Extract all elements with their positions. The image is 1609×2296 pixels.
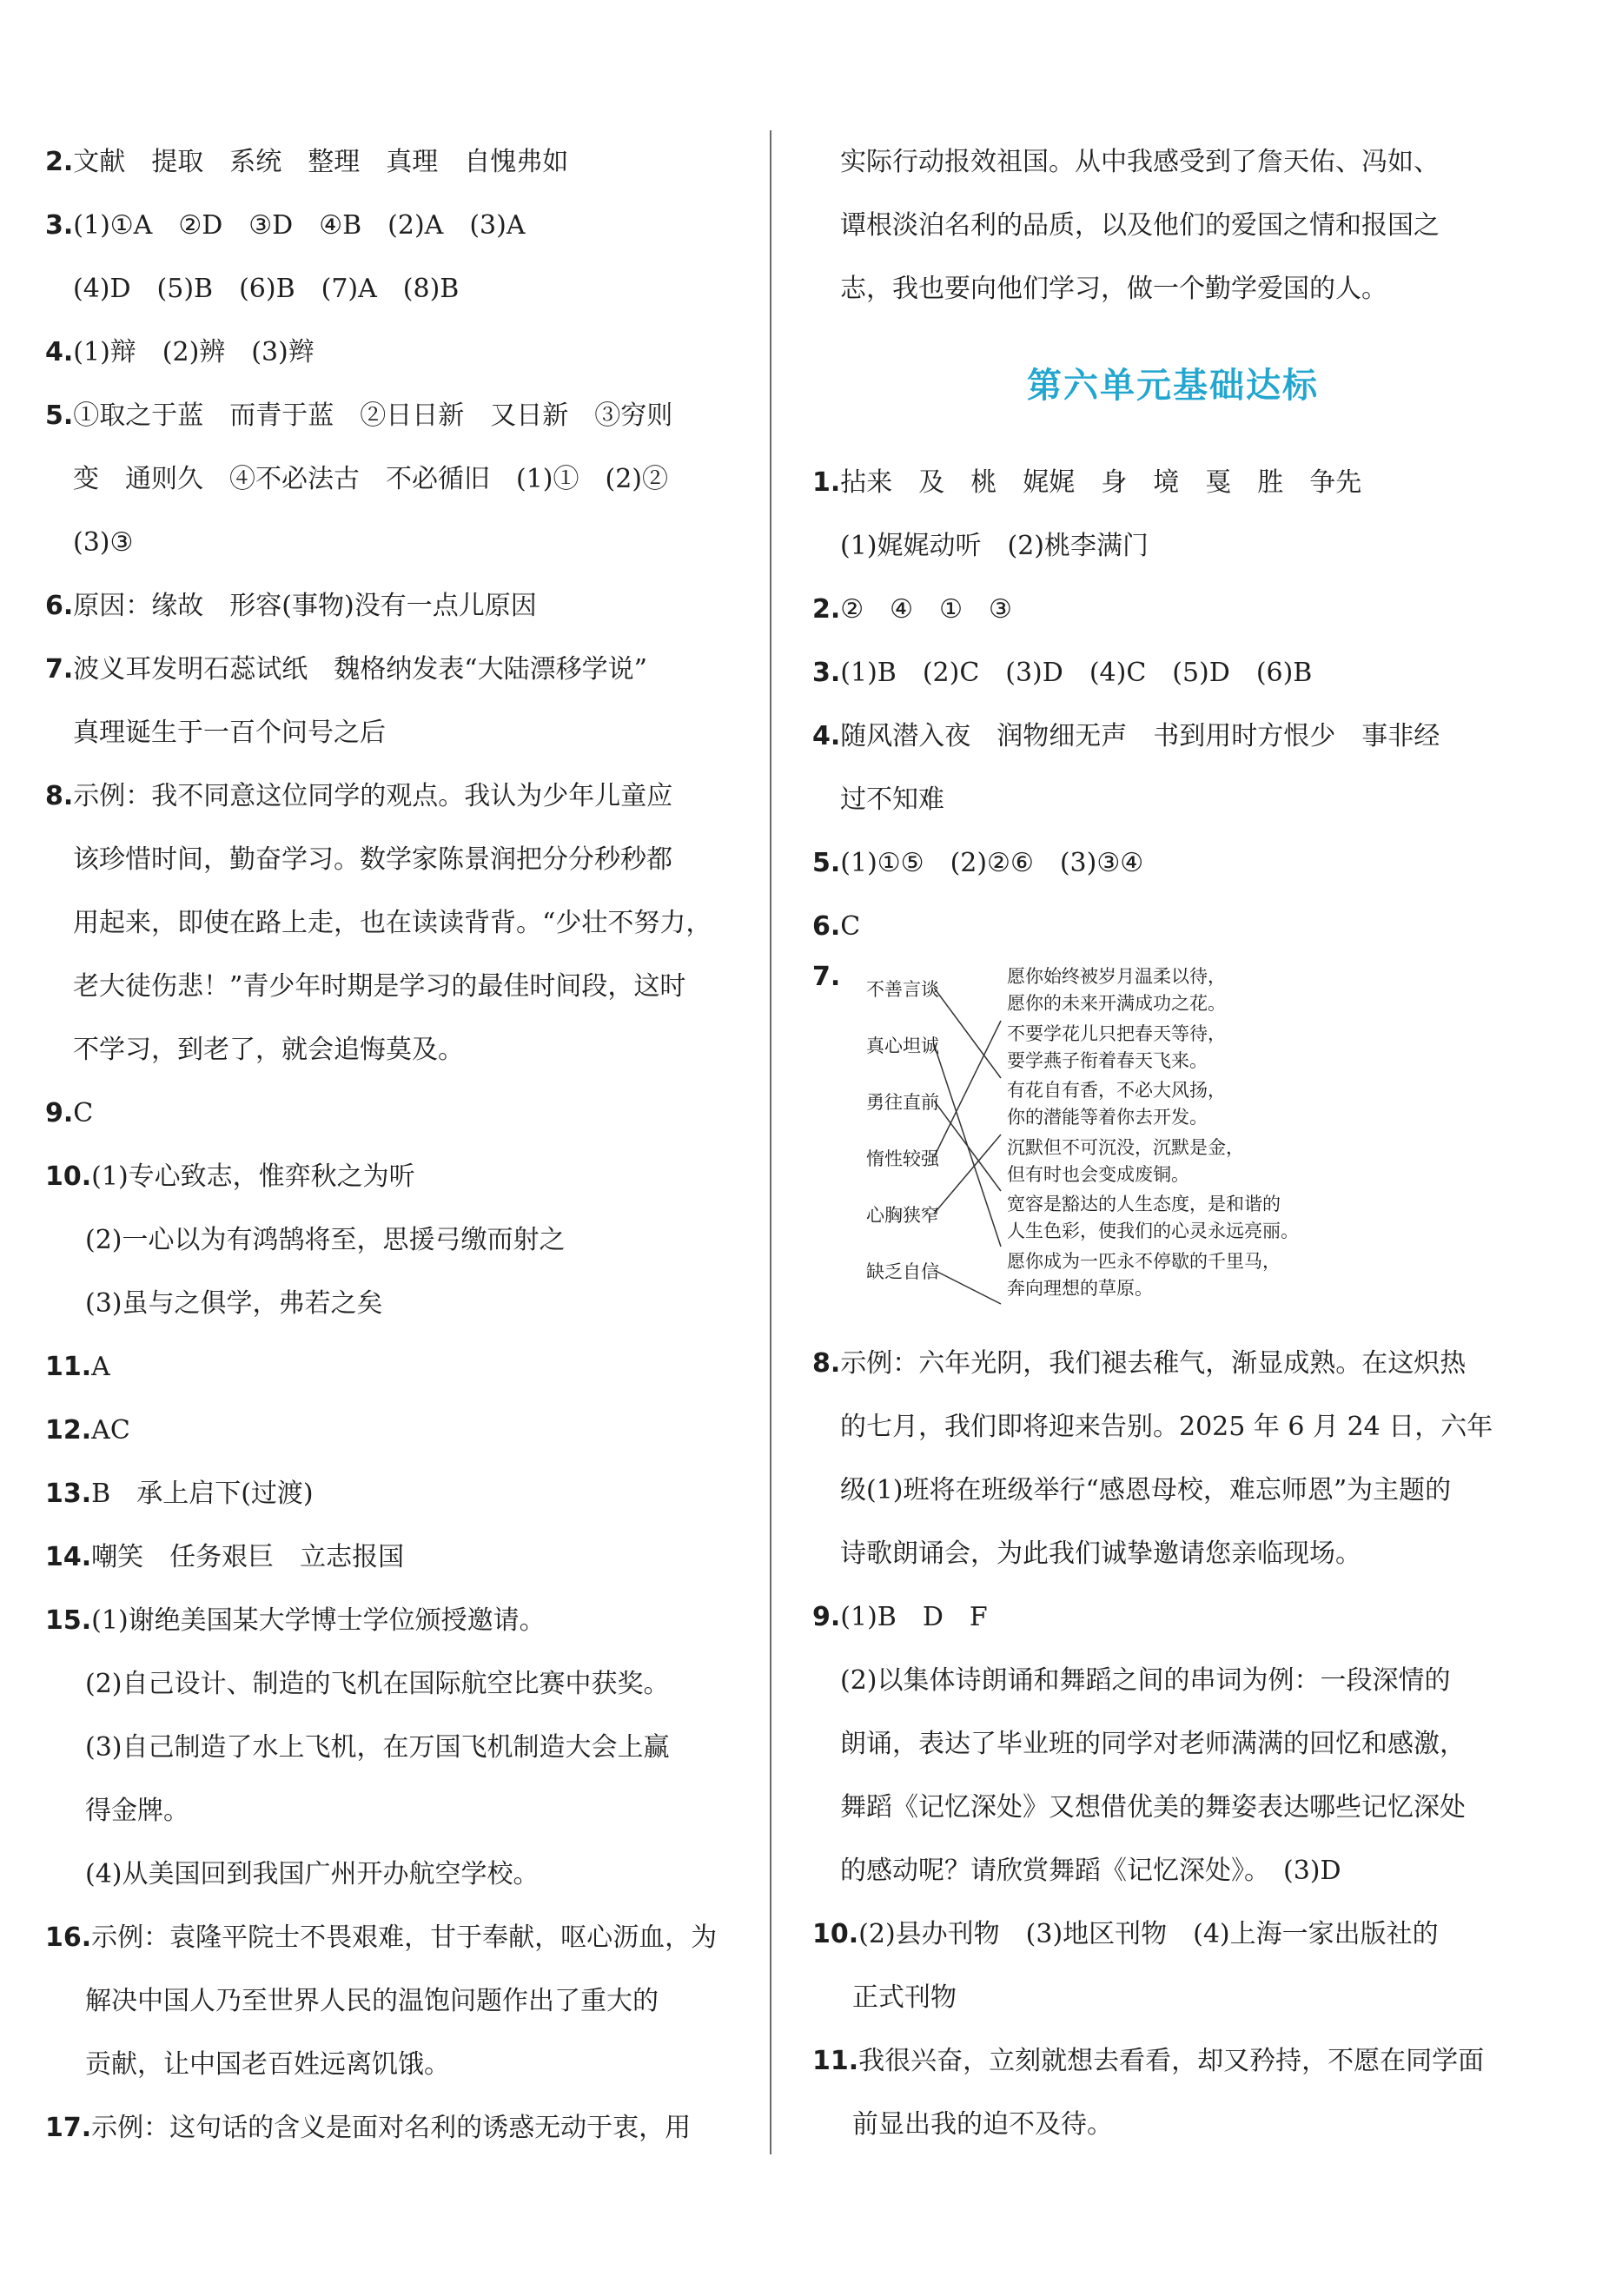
answer-continuation: 朗诵，表达了毕业班的同学对老师满满的回忆和感激， bbox=[840, 1729, 1466, 1759]
answer-text: 原因：缘故 形容(事物)没有一点儿原因 bbox=[73, 591, 537, 621]
answer-line: 志，我也要向他们学习，做一个勤学爱国的人。 bbox=[840, 274, 1387, 304]
answer-continuation: 用起来，即使在路上走，也在读读背背。“少壮不努力， bbox=[73, 908, 712, 938]
question-number: 8. bbox=[812, 1348, 841, 1379]
question-number: 9. bbox=[812, 1602, 841, 1632]
matching-left-label: 勇往直前 bbox=[866, 1092, 939, 1113]
question-number: 7. bbox=[812, 962, 841, 992]
option-line: 沉默但不可沉没，沉默是金， bbox=[1007, 1136, 1244, 1158]
answer-text: (1)①⑤ (2)②⑥ (3)③④ bbox=[840, 848, 1144, 878]
match-line bbox=[934, 1021, 1001, 1157]
question-number: 12. bbox=[45, 1415, 92, 1446]
answer-text: 示例：六年光阴，我们褪去稚气，渐显成熟。在这炽热 bbox=[840, 1348, 1467, 1379]
answer-continuation: (4)从美国回到我国广州开办航空学校。 bbox=[85, 1859, 540, 1889]
question-number: 2. bbox=[45, 147, 74, 177]
answer-continuation: (3)自己制造了水上飞机，在万国飞机制造大会上赢 bbox=[85, 1732, 670, 1763]
question-number: 2. bbox=[812, 594, 841, 625]
answer-line: 实际行动报效祖国。从中我感受到了詹天佑、冯如、 bbox=[840, 147, 1440, 177]
answer-item bbox=[45, 1399, 749, 1462]
option-line: 但有时也会变成废铜。 bbox=[1007, 1163, 1189, 1185]
matching-right-option bbox=[1007, 1135, 1244, 1188]
answer-continuation: 变 通则久 ④不必法古 不必循旧 (1)① (2)② bbox=[73, 464, 668, 494]
question-number: 5. bbox=[45, 400, 74, 431]
answers-block-1 bbox=[812, 451, 1533, 958]
option-line: 人生色彩，使我们的心灵永远亮丽。 bbox=[1007, 1221, 1299, 1241]
question-number: 6. bbox=[45, 591, 74, 621]
answer-item bbox=[45, 1145, 749, 1208]
answer-text: (1)B (2)C (3)D (4)C (5)D (6)B bbox=[840, 658, 1313, 688]
answer-continuation: 该珍惜时间，勤奋学习。数学家陈景润把分分秒秒都 bbox=[73, 844, 672, 875]
match-line bbox=[934, 1270, 1001, 1304]
question-number: 10. bbox=[812, 1919, 859, 1949]
option-line: 要学燕子衔着春天飞来。 bbox=[1007, 1049, 1208, 1071]
option-line: 有花自有香，不必大风扬， bbox=[1007, 1080, 1226, 1101]
matching-exercise bbox=[812, 958, 1327, 1332]
answer-text: 我很兴奋，立刻就想去看看，却又矜持，不愿在同学面 bbox=[858, 2046, 1485, 2076]
answer-text: (1)辩 (2)辨 (3)辫 bbox=[73, 337, 315, 367]
right-column bbox=[812, 130, 1533, 2156]
matching-right-option bbox=[1007, 1191, 1299, 1245]
option-line: 不要学花儿只把春天等待， bbox=[1007, 1022, 1226, 1044]
answer-continuation: (3)虽与之俱学，弗若之矣 bbox=[85, 1288, 383, 1319]
answer-text: 随风潜入夜 润物细无声 书到用时方恨少 事非经 bbox=[840, 721, 1440, 751]
answer-text: 拈来 及 桃 娓娓 身 境 戛 胜 争先 bbox=[840, 467, 1362, 498]
answer-continuation: (4)D (5)B (6)B (7)A (8)B bbox=[73, 274, 460, 304]
answer-text: AC bbox=[91, 1415, 130, 1446]
answer-continuation: 解决中国人乃至世界人民的温饱问题作出了重大的 bbox=[85, 1986, 659, 2016]
matching-right-option bbox=[1007, 1077, 1226, 1131]
answer-text: C bbox=[840, 911, 861, 942]
matching-left-label: 真心坦诚 bbox=[866, 1036, 939, 1056]
option-line: 愿你成为一匹永不停歇的千里马， bbox=[1007, 1250, 1281, 1272]
answer-text: 示例：袁隆平院士不畏艰难，甘于奉献，呕心沥血，为 bbox=[91, 1922, 718, 1953]
answer-item bbox=[45, 638, 749, 701]
matching-right-option bbox=[1007, 1021, 1226, 1075]
answer-item bbox=[45, 2096, 749, 2160]
continued-answer-17 bbox=[812, 130, 1533, 321]
option-line: 奔向理想的草原。 bbox=[1007, 1277, 1153, 1299]
answer-continuation: 老大徒伤悲！”青少年时期是学习的最佳时间段，这时 bbox=[73, 971, 686, 1002]
match-line bbox=[934, 988, 1001, 1078]
left-column bbox=[45, 130, 749, 2160]
answer-text: ② ④ ① ③ bbox=[840, 594, 1012, 625]
answer-text: ①取之于蓝 而青于蓝 ②日日新 又日新 ③穷则 bbox=[73, 400, 673, 431]
answer-item bbox=[812, 1585, 1533, 1649]
answer-item bbox=[812, 2029, 1533, 2093]
answer-continuation: (1)娓娓动听 (2)桃李满门 bbox=[840, 531, 1149, 561]
answer-continuation: 舞蹈《记忆深处》又想借优美的舞姿表达哪些记忆深处 bbox=[840, 1792, 1466, 1823]
answer-text: B 承上启下(过渡) bbox=[91, 1479, 314, 1509]
answer-item bbox=[45, 1589, 749, 1652]
question-number: 11. bbox=[45, 1352, 92, 1382]
question-number: 9. bbox=[45, 1098, 74, 1128]
question-number: 17. bbox=[45, 2113, 92, 2143]
question-number: 15. bbox=[45, 1605, 92, 1636]
option-line: 宽容是豁达的人生态度，是和谐的 bbox=[1007, 1194, 1281, 1214]
answer-item bbox=[45, 130, 749, 194]
answers-block-2 bbox=[812, 1332, 1533, 2156]
answer-continuation: (2)自己设计、制造的飞机在国际航空比赛中获奖。 bbox=[85, 1669, 670, 1699]
question-number: 13. bbox=[45, 1479, 92, 1509]
answer-item bbox=[45, 1462, 749, 1525]
answer-text: 波义耳发明石蕊试纸 魏格纳发表“大陆漂移学说” bbox=[73, 654, 647, 685]
answer-text: 嘲笑 任务艰巨 立志报国 bbox=[91, 1542, 405, 1572]
answer-item bbox=[45, 1525, 749, 1589]
answer-item bbox=[812, 705, 1533, 768]
answer-text: 文献 提取 系统 整理 真理 自愧弗如 bbox=[73, 147, 569, 177]
question-number: 4. bbox=[45, 337, 74, 367]
answer-item bbox=[812, 451, 1533, 514]
answer-continuation: 贡献，让中国老百姓远离饥饿。 bbox=[85, 2049, 450, 2080]
answer-continuation: 不学习，到老了，就会追悔莫及。 bbox=[73, 1035, 464, 1065]
question-number: 11. bbox=[812, 2046, 859, 2076]
question-number: 4. bbox=[812, 721, 841, 751]
answer-continuation: 真理诞生于一百个问号之后 bbox=[73, 718, 386, 748]
matching-right-option bbox=[1007, 1248, 1281, 1302]
option-line: 你的潜能等着你去开发。 bbox=[1007, 1107, 1208, 1128]
option-line: 愿你始终被岁月温柔以待， bbox=[1007, 966, 1226, 987]
question-number: 6. bbox=[812, 911, 841, 942]
answer-text: (1)谢绝美国某大学博士学位颁授邀请。 bbox=[91, 1605, 546, 1636]
answer-line: 谭根淡泊名利的品质，以及他们的爱国之情和报国之 bbox=[840, 210, 1440, 241]
question-number: 3. bbox=[812, 658, 841, 688]
answer-text: A bbox=[91, 1352, 110, 1382]
question-number: 3. bbox=[45, 210, 74, 241]
answer-continuation: 得金牌。 bbox=[85, 1796, 189, 1826]
answer-continuation: 的七月，我们即将迎来告别。2025 年 6 月 24 日，六年 bbox=[840, 1412, 1493, 1442]
answer-text: (1)①A ②D ③D ④B (2)A (3)A bbox=[73, 210, 526, 241]
answer-item bbox=[45, 764, 749, 828]
answer-text: (1)B D F bbox=[840, 1602, 988, 1632]
answer-item bbox=[812, 895, 1533, 958]
answer-item bbox=[812, 1902, 1533, 1966]
answer-text: (1)专心致志，惟弈秋之为听 bbox=[91, 1161, 415, 1192]
answer-text: 示例：这句话的含义是面对名利的诱惑无动于衷，用 bbox=[91, 2113, 692, 2143]
matching-left-label: 心胸狭窄 bbox=[866, 1205, 939, 1226]
answer-item bbox=[812, 641, 1533, 705]
answer-text: C bbox=[73, 1098, 94, 1128]
answer-continuation: (2)以集体诗朗诵和舞蹈之间的串词为例：一段深情的 bbox=[840, 1665, 1451, 1696]
question-number: 8. bbox=[45, 781, 74, 811]
question-number: 1. bbox=[812, 467, 841, 498]
answer-item bbox=[45, 384, 749, 447]
question-number: 5. bbox=[812, 848, 841, 878]
answer-text: (2)县办刊物 (3)地区刊物 (4)上海一家出版社的 bbox=[858, 1919, 1439, 1949]
matching-left-label: 缺乏自信 bbox=[866, 1261, 939, 1282]
question-number: 7. bbox=[45, 654, 74, 685]
matching-right-option bbox=[1007, 963, 1226, 1017]
answer-item bbox=[45, 1906, 749, 1969]
question-number: 10. bbox=[45, 1161, 92, 1192]
column-divider bbox=[770, 130, 771, 2154]
answer-item bbox=[812, 831, 1533, 895]
answer-item bbox=[45, 574, 749, 638]
answer-text: 示例：我不同意这位同学的观点。我认为少年儿童应 bbox=[73, 781, 673, 811]
answer-continuation: (2)一心以为有鸿鹄将至，思援弓缴而射之 bbox=[85, 1225, 566, 1255]
answer-continuation: 诗歌朗诵会，为此我们诚挚邀请您亲临现场。 bbox=[840, 1538, 1361, 1569]
question-number: 14. bbox=[45, 1542, 92, 1572]
answer-continuation: 前显出我的迫不及待。 bbox=[852, 2109, 1113, 2140]
answer-item bbox=[45, 1335, 749, 1399]
answer-continuation: 过不知难 bbox=[840, 784, 944, 815]
answer-continuation: 正式刊物 bbox=[852, 1982, 957, 2013]
question-number: 16. bbox=[45, 1922, 92, 1953]
answer-continuation: (3)③ bbox=[73, 527, 134, 558]
answer-item bbox=[45, 194, 749, 257]
answer-continuation: 级(1)班将在班级举行“感恩母校，难忘师恩”为主题的 bbox=[840, 1475, 1452, 1505]
matching-left-label: 惰性较强 bbox=[866, 1148, 939, 1169]
answer-item bbox=[45, 1082, 749, 1145]
answer-item bbox=[812, 1332, 1533, 1395]
answer-item bbox=[812, 578, 1533, 641]
answer-item bbox=[45, 321, 749, 384]
matching-left-label: 不善言谈 bbox=[866, 979, 939, 1000]
option-line: 愿你的未来开满成功之花。 bbox=[1007, 993, 1226, 1014]
answer-continuation: 的感动呢？请欣赏舞蹈《记忆深处》。 (3)D bbox=[840, 1856, 1341, 1886]
section-title: 第六单元基础达标 bbox=[1027, 366, 1319, 406]
